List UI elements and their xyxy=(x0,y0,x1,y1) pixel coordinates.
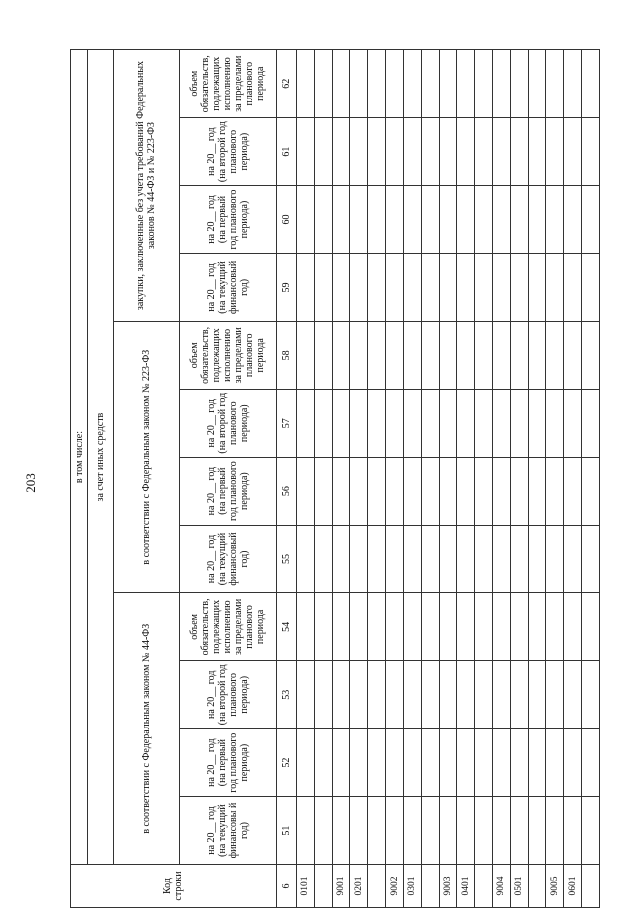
header-without-current-year: на 20__ год (на текущий финансовый год) xyxy=(179,253,276,321)
table-cell[interactable] xyxy=(492,797,510,865)
table-cell[interactable] xyxy=(314,661,332,729)
table-cell[interactable] xyxy=(403,186,421,254)
table-cell[interactable] xyxy=(510,457,528,525)
table-cell[interactable] xyxy=(403,50,421,118)
table-cell[interactable] xyxy=(457,389,475,457)
table-cell[interactable] xyxy=(510,321,528,389)
table-cell[interactable] xyxy=(528,729,546,797)
table-cell[interactable] xyxy=(439,593,457,661)
table-row xyxy=(510,50,528,908)
table-cell[interactable] xyxy=(528,389,546,457)
table-cell[interactable] xyxy=(386,729,404,797)
table-cell[interactable] xyxy=(492,457,510,525)
header-other-funds: за счет иных средств xyxy=(88,50,113,865)
row-code: 9002 xyxy=(386,865,404,908)
table-cell[interactable] xyxy=(386,253,404,321)
table-cell[interactable] xyxy=(386,457,404,525)
table-cell[interactable] xyxy=(528,525,546,593)
table-cell[interactable] xyxy=(332,593,350,661)
page-number: 203 xyxy=(23,473,38,493)
column-numbers-row xyxy=(276,50,296,908)
table-cell[interactable] xyxy=(314,457,332,525)
table-cell[interactable] xyxy=(475,525,493,593)
header-44-current-year: на 20__ год (на текущий финансовы й год) xyxy=(179,797,276,865)
table-cell[interactable] xyxy=(403,253,421,321)
table-cell[interactable] xyxy=(492,593,510,661)
table-cell[interactable] xyxy=(297,321,315,389)
table-cell[interactable] xyxy=(582,525,600,593)
column-number: 57 xyxy=(276,389,296,457)
table-cell[interactable] xyxy=(564,593,582,661)
data-rows xyxy=(297,50,600,908)
table-cell[interactable] xyxy=(421,525,439,593)
table-cell[interactable] xyxy=(386,186,404,254)
row-code: 0201 xyxy=(350,865,368,908)
table-cell[interactable] xyxy=(582,797,600,865)
header-223-current-year: на 20__ год (на текущий финансовый год) xyxy=(179,525,276,593)
column-number: 58 xyxy=(276,321,296,389)
table-cell[interactable] xyxy=(564,797,582,865)
table-cell[interactable] xyxy=(492,186,510,254)
column-number: 53 xyxy=(276,661,296,729)
table-cell[interactable] xyxy=(546,389,564,457)
table-cell[interactable] xyxy=(314,253,332,321)
table-cell[interactable] xyxy=(332,186,350,254)
table-cell[interactable] xyxy=(332,457,350,525)
table-cell[interactable] xyxy=(510,661,528,729)
table-cell[interactable] xyxy=(314,321,332,389)
table-cell[interactable] xyxy=(350,253,368,321)
table-row xyxy=(528,50,546,908)
table-cell[interactable] xyxy=(439,321,457,389)
table-cell[interactable] xyxy=(386,50,404,118)
table-cell[interactable] xyxy=(297,457,315,525)
header-group-44-fz: в соответствии с Федеральным законом № 44-ФЗ xyxy=(113,593,179,865)
table-cell[interactable] xyxy=(439,50,457,118)
table-cell[interactable] xyxy=(314,50,332,118)
table-cell[interactable] xyxy=(332,118,350,186)
table-cell[interactable] xyxy=(492,321,510,389)
table-cell[interactable] xyxy=(368,729,386,797)
column-number: 52 xyxy=(276,729,296,797)
table-cell[interactable] xyxy=(475,186,493,254)
table-cell[interactable] xyxy=(439,389,457,457)
table-cell[interactable] xyxy=(421,797,439,865)
table-cell[interactable] xyxy=(475,729,493,797)
row-code: 0601 xyxy=(564,865,582,908)
table-cell[interactable] xyxy=(332,321,350,389)
table-cell[interactable] xyxy=(350,593,368,661)
column-number: 60 xyxy=(276,186,296,254)
table-cell[interactable] xyxy=(582,186,600,254)
column-number: 61 xyxy=(276,118,296,186)
table-row xyxy=(492,50,510,908)
row-code xyxy=(528,865,546,908)
table-row xyxy=(475,50,493,908)
table-cell[interactable] xyxy=(546,525,564,593)
column-number: 54 xyxy=(276,593,296,661)
table-cell[interactable] xyxy=(314,186,332,254)
table-cell[interactable] xyxy=(564,729,582,797)
table-cell[interactable] xyxy=(546,593,564,661)
table-cell[interactable] xyxy=(510,118,528,186)
table-cell[interactable] xyxy=(546,118,564,186)
table-cell[interactable] xyxy=(475,797,493,865)
table-cell[interactable] xyxy=(564,50,582,118)
table-cell[interactable] xyxy=(457,797,475,865)
table-cell[interactable] xyxy=(332,50,350,118)
table-cell[interactable] xyxy=(439,253,457,321)
table-cell[interactable] xyxy=(546,321,564,389)
table-cell[interactable] xyxy=(403,593,421,661)
table-cell[interactable] xyxy=(403,525,421,593)
table-cell[interactable] xyxy=(403,389,421,457)
table-cell[interactable] xyxy=(528,593,546,661)
table-cell[interactable] xyxy=(403,661,421,729)
table-cell[interactable] xyxy=(368,593,386,661)
table-cell[interactable] xyxy=(297,186,315,254)
table-cell[interactable] xyxy=(350,525,368,593)
table-cell[interactable] xyxy=(510,729,528,797)
table-cell[interactable] xyxy=(510,389,528,457)
table-cell[interactable] xyxy=(297,253,315,321)
row-code xyxy=(475,865,493,908)
table-cell[interactable] xyxy=(350,797,368,865)
table-cell[interactable] xyxy=(421,321,439,389)
table-cell[interactable] xyxy=(582,50,600,118)
table-cell[interactable] xyxy=(314,389,332,457)
table-cell[interactable] xyxy=(492,253,510,321)
table-cell[interactable] xyxy=(386,593,404,661)
table-cell[interactable] xyxy=(421,457,439,525)
row-code xyxy=(421,865,439,908)
table-cell[interactable] xyxy=(582,661,600,729)
header-44-first-plan-year: на 20__ год (на первый год планового периода) xyxy=(179,729,276,797)
table-cell[interactable] xyxy=(314,525,332,593)
table-cell[interactable] xyxy=(421,661,439,729)
row-code xyxy=(314,865,332,908)
table-cell[interactable] xyxy=(457,525,475,593)
table-cell[interactable] xyxy=(421,50,439,118)
table-cell[interactable] xyxy=(332,729,350,797)
table-cell[interactable] xyxy=(510,253,528,321)
table-cell[interactable] xyxy=(350,729,368,797)
table-cell[interactable] xyxy=(546,661,564,729)
table-cell[interactable] xyxy=(564,661,582,729)
table-cell[interactable] xyxy=(368,253,386,321)
table-cell[interactable] xyxy=(510,186,528,254)
header-44-beyond-plan: объем обязательств, подлежащих исполнению за пределами планового периода xyxy=(179,593,276,661)
table-cell[interactable] xyxy=(564,186,582,254)
table-cell[interactable] xyxy=(564,389,582,457)
table-cell[interactable] xyxy=(297,729,315,797)
table-cell[interactable] xyxy=(350,457,368,525)
table-cell[interactable] xyxy=(439,525,457,593)
table-cell[interactable] xyxy=(368,118,386,186)
table-cell[interactable] xyxy=(546,186,564,254)
column-number: 55 xyxy=(276,525,296,593)
table-cell[interactable] xyxy=(297,50,315,118)
table-cell[interactable] xyxy=(475,253,493,321)
header-223-first-plan-year: на 20__ год (на первый год планового периода) xyxy=(179,457,276,525)
table-cell[interactable] xyxy=(528,797,546,865)
table-cell[interactable] xyxy=(386,389,404,457)
table-cell[interactable] xyxy=(350,118,368,186)
rotated-table-wrapper xyxy=(70,50,600,908)
table-cell[interactable] xyxy=(475,593,493,661)
column-header-code: Код строки xyxy=(71,865,277,908)
table-cell[interactable] xyxy=(492,50,510,118)
table-row xyxy=(546,50,564,908)
table-cell[interactable] xyxy=(528,253,546,321)
table-cell[interactable] xyxy=(332,525,350,593)
table-cell[interactable] xyxy=(439,118,457,186)
table-cell[interactable] xyxy=(528,457,546,525)
table-cell[interactable] xyxy=(350,50,368,118)
row-code xyxy=(582,865,600,908)
table-cell[interactable] xyxy=(421,389,439,457)
table-row xyxy=(564,50,582,908)
table-cell[interactable] xyxy=(492,525,510,593)
column-number: 59 xyxy=(276,253,296,321)
table-cell[interactable] xyxy=(582,457,600,525)
table-cell[interactable] xyxy=(528,661,546,729)
column-number: 56 xyxy=(276,457,296,525)
table-cell[interactable] xyxy=(546,457,564,525)
table-cell[interactable] xyxy=(386,118,404,186)
table-cell[interactable] xyxy=(439,457,457,525)
table-cell[interactable] xyxy=(332,389,350,457)
header-without-second-plan-year: на 20__ год (на второй год планового периода) xyxy=(179,118,276,186)
table-cell[interactable] xyxy=(564,457,582,525)
row-code: 9004 xyxy=(492,865,510,908)
table-cell[interactable] xyxy=(368,525,386,593)
table-cell[interactable] xyxy=(457,118,475,186)
table-cell[interactable] xyxy=(457,321,475,389)
table-cell[interactable] xyxy=(350,661,368,729)
table-row xyxy=(386,50,404,908)
table-cell[interactable] xyxy=(403,118,421,186)
table-cell[interactable] xyxy=(510,593,528,661)
table-cell[interactable] xyxy=(510,797,528,865)
header-group-223-fz: в соответствии с Федеральным законом № 223-ФЗ xyxy=(113,321,179,593)
table-cell[interactable] xyxy=(368,186,386,254)
table-cell[interactable] xyxy=(564,118,582,186)
header-without-beyond-plan: объем обязательств, подлежащих исполнению за пределами планового периода xyxy=(179,50,276,118)
column-number: 6 xyxy=(276,865,296,908)
table-row xyxy=(332,50,350,908)
table-cell[interactable] xyxy=(297,389,315,457)
table-cell[interactable] xyxy=(297,525,315,593)
table-row xyxy=(314,50,332,908)
table-cell[interactable] xyxy=(564,253,582,321)
header-without-first-plan-year: на 20__ год (на первый год планового периода) xyxy=(179,186,276,254)
table-cell[interactable] xyxy=(403,457,421,525)
table-cell[interactable] xyxy=(582,253,600,321)
table-cell[interactable] xyxy=(368,321,386,389)
table-cell[interactable] xyxy=(332,797,350,865)
table-row xyxy=(297,50,315,908)
row-code: 0101 xyxy=(297,865,315,908)
table-cell[interactable] xyxy=(350,186,368,254)
table-cell[interactable] xyxy=(475,661,493,729)
table-cell[interactable] xyxy=(368,389,386,457)
table-cell[interactable] xyxy=(297,118,315,186)
table-cell[interactable] xyxy=(314,797,332,865)
table-cell[interactable] xyxy=(421,253,439,321)
table-cell[interactable] xyxy=(492,729,510,797)
row-code: 0501 xyxy=(510,865,528,908)
table-cell[interactable] xyxy=(475,50,493,118)
table-cell[interactable] xyxy=(457,186,475,254)
table-row xyxy=(439,50,457,908)
table-cell[interactable] xyxy=(582,321,600,389)
table-cell[interactable] xyxy=(564,525,582,593)
table-cell[interactable] xyxy=(421,729,439,797)
table-cell[interactable] xyxy=(546,50,564,118)
table-cell[interactable] xyxy=(314,729,332,797)
row-code xyxy=(368,865,386,908)
header-44-second-plan-year: на 20__ год (на второй год планового периода) xyxy=(179,661,276,729)
table-cell[interactable] xyxy=(439,797,457,865)
row-code: 9005 xyxy=(546,865,564,908)
table-cell[interactable] xyxy=(546,797,564,865)
table-cell[interactable] xyxy=(582,729,600,797)
table-cell[interactable] xyxy=(457,729,475,797)
table-row xyxy=(403,50,421,908)
table-cell[interactable] xyxy=(368,50,386,118)
table-cell[interactable] xyxy=(510,525,528,593)
table-cell[interactable] xyxy=(492,389,510,457)
table-cell[interactable] xyxy=(457,253,475,321)
table-cell[interactable] xyxy=(297,797,315,865)
table-cell[interactable] xyxy=(492,118,510,186)
table-cell[interactable] xyxy=(475,321,493,389)
table-cell[interactable] xyxy=(546,253,564,321)
table-cell[interactable] xyxy=(439,186,457,254)
table-cell[interactable] xyxy=(457,50,475,118)
table-row xyxy=(350,50,368,908)
table-cell[interactable] xyxy=(403,797,421,865)
table-row xyxy=(582,50,600,908)
table-cell[interactable] xyxy=(332,661,350,729)
table-cell[interactable] xyxy=(582,593,600,661)
table-cell[interactable] xyxy=(528,186,546,254)
table-cell[interactable] xyxy=(368,797,386,865)
column-number: 51 xyxy=(276,797,296,865)
table-cell[interactable] xyxy=(528,50,546,118)
table-cell[interactable] xyxy=(439,729,457,797)
table-cell[interactable] xyxy=(386,661,404,729)
table-cell[interactable] xyxy=(492,661,510,729)
header-in-total: в том числе: xyxy=(71,50,88,865)
header-group-without-requirements: закупки, заключенные без учета требований Федеральных законов № 44-ФЗ и № 223-ФЗ xyxy=(113,50,179,322)
table-cell[interactable] xyxy=(386,525,404,593)
table-cell[interactable] xyxy=(457,593,475,661)
table-cell[interactable] xyxy=(297,593,315,661)
table-cell[interactable] xyxy=(475,389,493,457)
table-cell[interactable] xyxy=(350,321,368,389)
table-cell[interactable] xyxy=(421,118,439,186)
table-cell[interactable] xyxy=(403,321,421,389)
table-cell[interactable] xyxy=(386,797,404,865)
table-row xyxy=(368,50,386,908)
column-number: 62 xyxy=(276,50,296,118)
table-cell[interactable] xyxy=(564,321,582,389)
table-cell[interactable] xyxy=(475,457,493,525)
table-cell[interactable] xyxy=(528,321,546,389)
table-cell[interactable] xyxy=(457,661,475,729)
header-223-beyond-plan: объем обязательств, подлежащих исполнению за пределами планового периода xyxy=(179,321,276,389)
procurement-obligations-table xyxy=(70,49,600,908)
header-223-second-plan-year: на 20__ год (на второй год планового периода) xyxy=(179,389,276,457)
row-code: 0301 xyxy=(403,865,421,908)
table-row xyxy=(421,50,439,908)
table-cell[interactable] xyxy=(439,661,457,729)
table-cell[interactable] xyxy=(314,593,332,661)
row-code: 0401 xyxy=(457,865,475,908)
table-cell[interactable] xyxy=(297,661,315,729)
table-cell[interactable] xyxy=(368,457,386,525)
row-code: 9001 xyxy=(332,865,350,908)
table-cell[interactable] xyxy=(350,389,368,457)
table-cell[interactable] xyxy=(403,729,421,797)
table-cell[interactable] xyxy=(314,118,332,186)
table-cell[interactable] xyxy=(421,593,439,661)
table-cell[interactable] xyxy=(546,729,564,797)
row-code: 9003 xyxy=(439,865,457,908)
table-cell[interactable] xyxy=(582,118,600,186)
table-cell[interactable] xyxy=(332,253,350,321)
table-cell[interactable] xyxy=(386,321,404,389)
table-cell[interactable] xyxy=(510,50,528,118)
table-cell[interactable] xyxy=(421,186,439,254)
table-cell[interactable] xyxy=(457,457,475,525)
table-row xyxy=(457,50,475,908)
table-cell[interactable] xyxy=(368,661,386,729)
table-cell[interactable] xyxy=(528,118,546,186)
table-cell[interactable] xyxy=(475,118,493,186)
table-cell[interactable] xyxy=(582,389,600,457)
